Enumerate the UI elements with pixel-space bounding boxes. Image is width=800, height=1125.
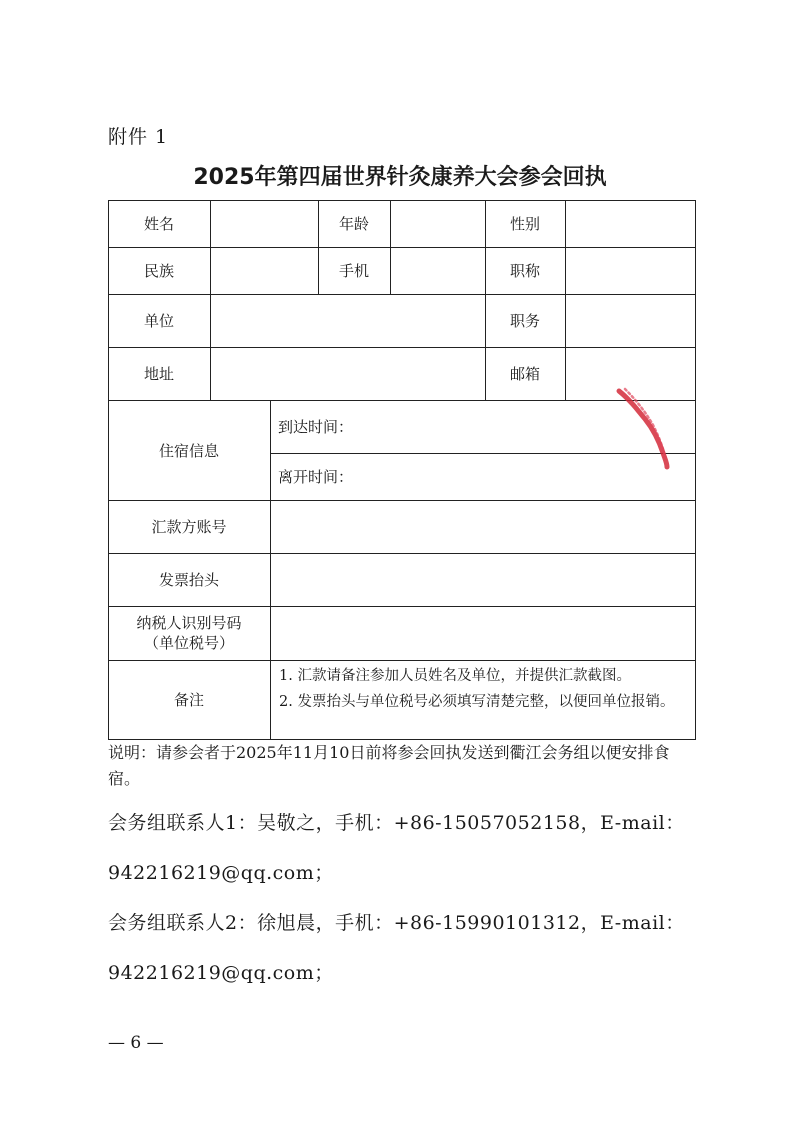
professional-title-field[interactable] (565, 247, 695, 294)
page-number: — 6 — (108, 1033, 164, 1053)
lodging-label: 住宿信息 (158, 441, 219, 460)
address-label: 地址 (143, 365, 174, 383)
registration-form-table (108, 200, 696, 740)
unit-label: 单位 (143, 312, 174, 330)
page-title: 2025年第四届世界针灸康养大会参会回执 (193, 165, 607, 190)
unit-field[interactable] (210, 294, 485, 347)
contact-1-line1: 会务组联系人1：吴敬之，手机：+86-15057052158，E-mail： (108, 812, 685, 834)
red-ink-mark (615, 385, 675, 470)
remarks-note-2: 2. 发票抬头与单位税号必须填写清楚完整，以便回单位报销。 (279, 694, 675, 710)
remarks-note-1: 1. 汇款请备注参加人员姓名及单位，并提供汇款截图。 (279, 668, 631, 684)
arrival-time-field[interactable]: 到达时间： (278, 418, 354, 436)
attachment-label: 附件 1 (108, 126, 169, 148)
ethnicity-label: 民族 (143, 262, 174, 280)
gender-field[interactable] (565, 200, 695, 247)
remitter-account-label: 汇款方账号 (151, 518, 227, 536)
contact-2-line1: 会务组联系人2：徐旭晨，手机：+86-15990101312，E-mail： (108, 912, 685, 934)
name-label: 姓名 (143, 215, 174, 233)
address-field[interactable] (210, 347, 485, 400)
taxpayer-id-label-line2: （单位税号） (143, 634, 234, 652)
taxpayer-id-label-line1: 纳税人识别号码 (136, 614, 242, 632)
ethnicity-field[interactable] (210, 247, 318, 294)
age-field[interactable] (390, 200, 485, 247)
position-label: 职务 (509, 312, 540, 330)
gender-label: 性别 (509, 215, 540, 233)
professional-title-label: 职称 (509, 262, 540, 280)
age-label: 年龄 (338, 215, 369, 233)
email-label: 邮箱 (509, 365, 540, 383)
remarks-label: 备注 (173, 691, 204, 709)
mobile-label: 手机 (338, 262, 369, 280)
explanation-text: 说明：请参会者于2025年11月10日前将参会回执发送到衢江会务组以便安排食宿。 (108, 743, 670, 788)
contact-1-email: 942216219@qq.com； (108, 862, 334, 884)
mobile-field[interactable] (390, 247, 485, 294)
remitter-account-field[interactable] (270, 500, 695, 553)
invoice-title-label: 发票抬头 (158, 571, 219, 589)
departure-time-field[interactable]: 离开时间： (278, 468, 354, 486)
taxpayer-id-label (108, 606, 270, 660)
name-field[interactable] (210, 200, 318, 247)
invoice-title-field[interactable] (270, 553, 695, 606)
taxpayer-id-field[interactable] (270, 606, 695, 660)
contact-2-email: 942216219@qq.com； (108, 962, 334, 984)
position-field[interactable] (565, 294, 695, 347)
